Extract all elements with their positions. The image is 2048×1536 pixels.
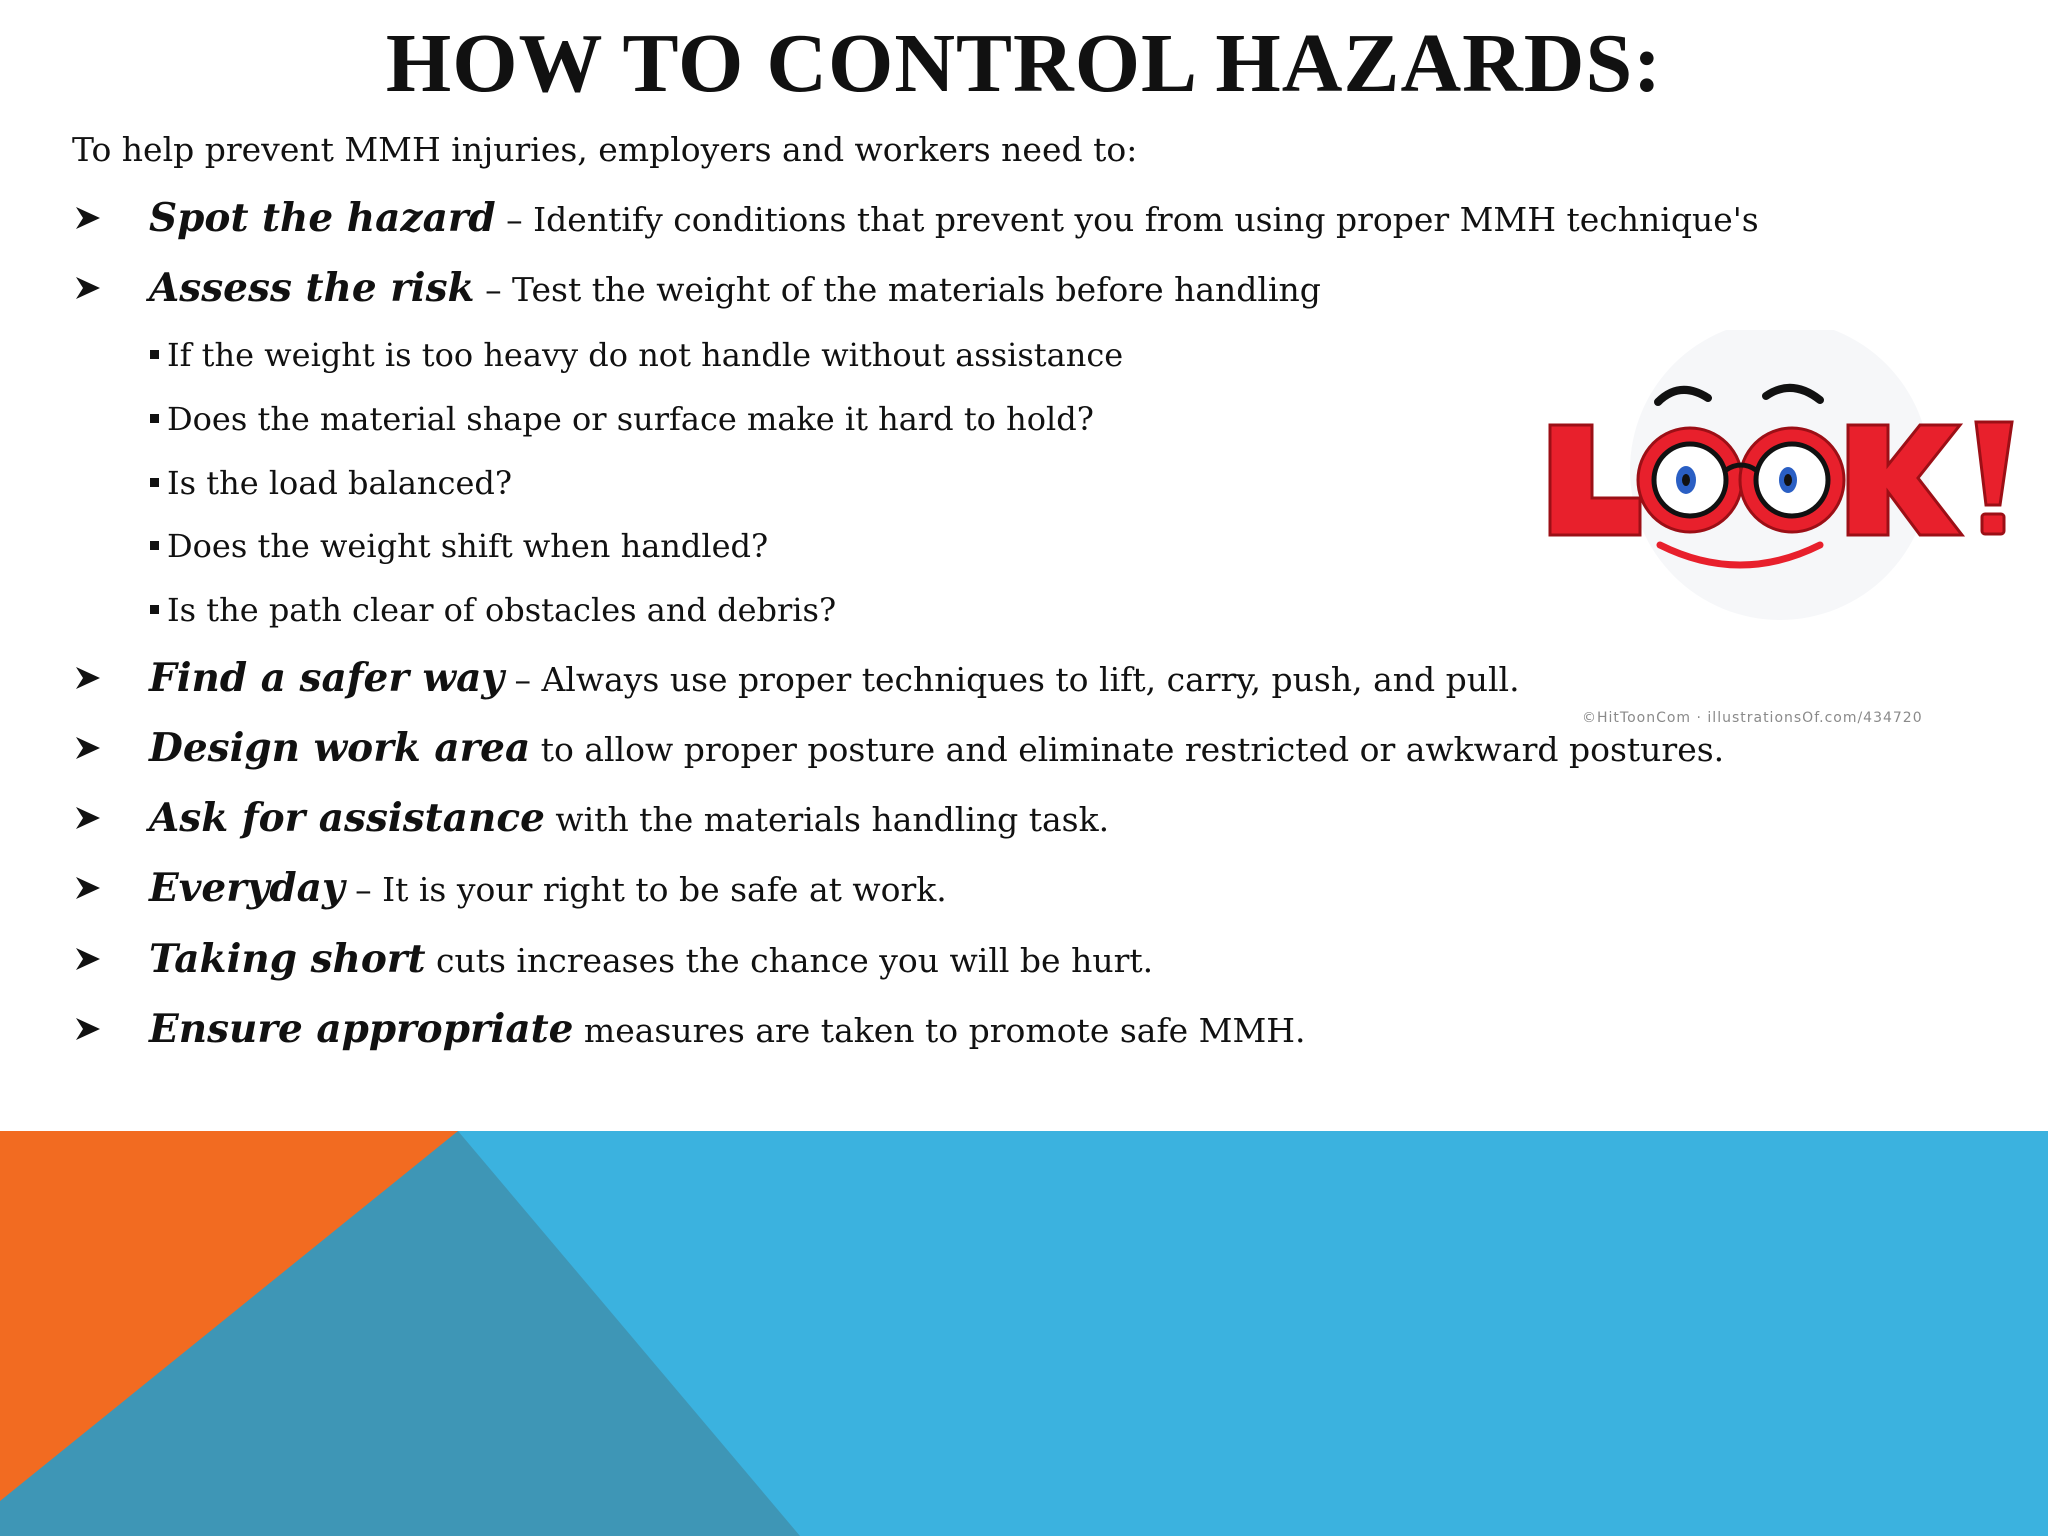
arrow-bullet-icon <box>72 931 104 987</box>
item-lead: Assess the risk <box>149 265 475 311</box>
sub-list-item <box>150 396 1094 442</box>
item-lead: Everyday <box>149 865 345 911</box>
square-bullet-icon <box>150 478 159 487</box>
item-text: – It is your right to be safe at work. <box>344 870 947 909</box>
item-text: to allow proper posture and eliminate restricted or awkward postures. <box>530 730 1725 769</box>
look-illustration <box>1530 330 2030 630</box>
item-text: with the materials handling task. <box>544 800 1110 839</box>
item-text: – Identify conditions that prevent you from using proper MMH technique's <box>495 200 1759 239</box>
sub-list-item <box>150 587 836 633</box>
square-bullet-icon <box>150 605 159 614</box>
sub-item-text: Is the load balanced? <box>167 464 513 502</box>
arrow-bullet-icon <box>72 650 104 706</box>
item-lead: Ensure appropriate <box>149 1006 574 1052</box>
item-text: cuts increases the chance you will be hurt. <box>425 941 1154 980</box>
item-lead: Ask for assistance <box>149 795 545 841</box>
sub-item-text: Is the path clear of obstacles and debris? <box>167 591 837 629</box>
sub-item-text: Does the weight shift when handled? <box>167 527 769 565</box>
sub-list-item <box>150 460 512 506</box>
arrow-bullet-icon <box>72 1001 104 1057</box>
sub-item-text: If the weight is too heavy do not handle without assistance <box>167 336 1124 374</box>
arrow-bullet-icon <box>72 860 104 916</box>
letter-l <box>1550 425 1640 535</box>
item-lead: Taking short <box>149 936 426 982</box>
image-credit: ©HitToonCom · illustrationsOf.com/434720 <box>1582 710 1923 726</box>
slide-title: HOW TO CONTROL HAZARDS: <box>385 17 1663 110</box>
sub-list-item <box>150 332 1123 378</box>
square-bullet-icon <box>150 541 159 550</box>
square-bullet-icon <box>150 414 159 423</box>
item-lead: Find a safer way <box>149 655 504 701</box>
item-text: measures are taken to promote safe MMH. <box>573 1011 1306 1050</box>
arrow-bullet-icon <box>72 720 104 776</box>
item-text: – Always use proper techniques to lift, carry, push, and pull. <box>504 660 1520 699</box>
square-bullet-icon <box>150 350 159 359</box>
bottom-decorative-band <box>0 1131 2048 1536</box>
item-text: – Test the weight of the materials before handling <box>474 270 1321 309</box>
exclamation-mark <box>1976 422 2012 505</box>
item-lead: Design work area <box>149 725 531 771</box>
sub-list-item <box>150 523 768 569</box>
item-lead: Spot the hazard <box>149 195 496 241</box>
arrow-bullet-icon <box>72 260 104 316</box>
sub-item-text: Does the material shape or surface make it hard to hold? <box>167 400 1094 438</box>
arrow-bullet-icon <box>72 790 104 846</box>
intro-text: To help prevent MMH injuries, employers and workers need to: <box>72 130 1138 169</box>
arrow-bullet-icon <box>72 190 104 246</box>
